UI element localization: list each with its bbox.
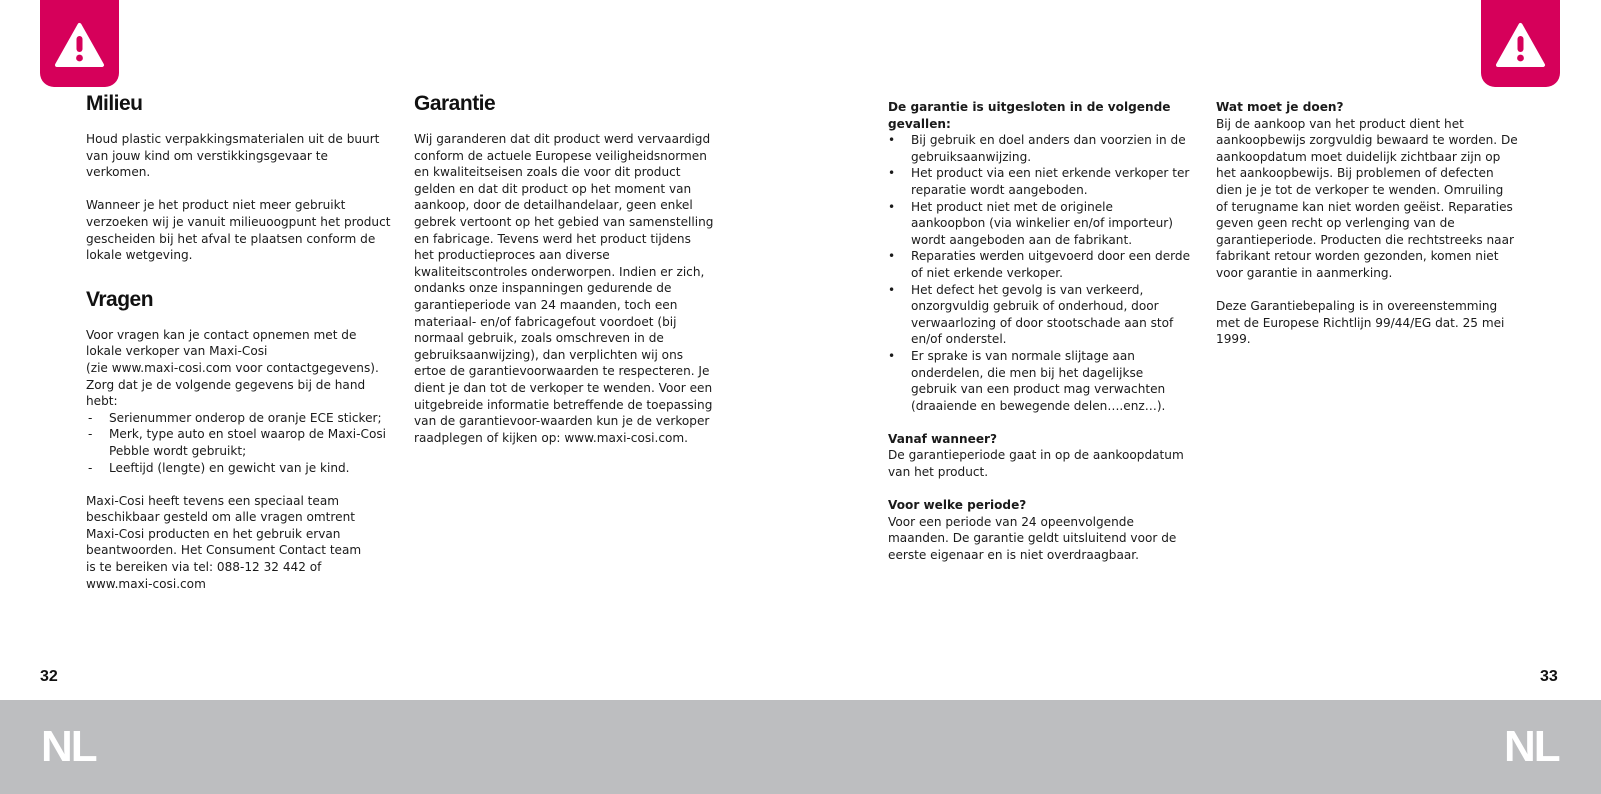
- doen-body: Bij de aankoop van het product dient het aankoopbewijs zorgvuldig bewaard te worden. De aankoopdatum moet duidelijk zichtbaar zijn op het aankoopbewijs. Bij problemen of defecten dien je je tot de verkoper te wenden. Omruiling of terugname kan niet worden geëist. Reparaties geven geen recht op verlenging van de garantieperiode. Producten die rechtstreeks naar fabrikant retour worden gezonden, komen niet voor garantie in aanmerking.: [1216, 116, 1518, 280]
- doen-paragraph-2: Deze Garantiebepaling is in overeenstemming met de Europese Richtlijn 99/44/EG dat. 25 mei 1999.: [1216, 299, 1505, 347]
- vragen-intro-3: Zorg dat je de volgende gegevens bij de hand hebt:: [86, 377, 366, 409]
- page-number-right: 33: [1540, 668, 1558, 685]
- garantie-heading: Garantie: [414, 92, 496, 115]
- vragen-heading: Vragen: [86, 287, 154, 311]
- column-uitgesloten: [888, 99, 1190, 564]
- list-item: - Merk, type auto en stoel waarop de Maxi-Cosi Pebble wordt gebruikt;: [86, 426, 391, 459]
- language-label-right: NL: [1504, 722, 1559, 771]
- list-item: • Bij gebruik en doel anders dan voorzien in de gebruiksaanwijzing.: [888, 132, 1190, 165]
- uitgesloten-list: [888, 132, 1190, 414]
- periode-body: Voor een periode van 24 opeenvolgende maanden. De garantie geldt uitsluitend voor de eerste eigenaar en is niet overdraagbaar.: [888, 514, 1177, 563]
- list-item: • Reparaties werden uitgevoerd door een derde of niet erkende verkoper.: [888, 248, 1190, 281]
- list-item: - Leeftijd (lengte) en gewicht van je kind.: [86, 460, 391, 477]
- footer-band: [0, 700, 1601, 794]
- garantie-body: Wij garanderen dat dit product werd vervaardigd conform de actuele Europese veiligheidsnormen en kwaliteitseisen zoals die voor dit product gelden en dat dit product op het moment van aankoop, door de detailhandelaar, geen enkel gebrek vertoont op het gebied van samenstelling en fabricage. Tevens werd het product tijdens het productieproces aan diverse kwaliteitscontroles onderworpen. Indien er zich, ondanks onze inspanningen gedurende de garantieperiode van 24 maanden, toch een materiaal- en/of fabricagefout voordoet (bij normaal gebruik, zoals omschreven in de gebruiksaanwijzing), dan verplichten wij ons ertoe de garantievoorwaarden te respecteren. Je dient je dan tot de verkoper te wenden. Voor een uitgebreide informatie betreffende de toepassing van de garantievoor-waarden kun je de verkoper raadplegen of kijken op: www.maxi-cosi.com.: [414, 132, 714, 445]
- list-item: • Het defect het gevolg is van verkeerd, onzorgvuldig gebruik of onderhoud, door verwaarlozing of door stootschade aan stof en/of onderstel.: [888, 282, 1190, 348]
- vragen-intro-1: Voor vragen kan je contact opnemen met de lokale verkoper van Maxi-Cosi: [86, 327, 357, 359]
- list-item: • Het product via een niet erkende verkoper ter reparatie wordt aangeboden.: [888, 165, 1190, 198]
- milieu-heading: Milieu: [86, 92, 143, 115]
- warning-triangle-icon: [1495, 22, 1546, 68]
- list-item: - Serienummer onderop de oranje ECE sticker;: [86, 410, 391, 427]
- page-number-left: 32: [40, 668, 58, 685]
- doen-heading: Wat moet je doen?: [1216, 100, 1344, 114]
- warning-triangle-icon: [54, 22, 105, 68]
- list-item: • Het product niet met de originele aankoopbon (via winkelier en/of importeur) wordt aangeboden aan de fabrikant.: [888, 199, 1190, 249]
- vragen-list: [86, 410, 391, 476]
- warning-tab-left: [40, 0, 119, 87]
- warning-tab-right: [1481, 0, 1560, 87]
- periode-heading: Voor welke periode?: [888, 498, 1027, 513]
- column-wat-moet-je-doen: [1216, 99, 1518, 348]
- vragen-team-paragraph: Maxi-Cosi heeft tevens een speciaal team beschikbaar gesteld om alle vragen omtrent Maxi-Cosi producten en het gebruik ervan beantwoorden. Het Consument Contact team is te bereiken via tel: 088-12 32 442 of www.maxi-cosi.com: [86, 493, 362, 591]
- language-label-left: NL: [41, 722, 96, 771]
- column-garantie: [414, 91, 714, 446]
- vanaf-heading: Vanaf wanneer?: [888, 431, 998, 446]
- vanaf-body: De garantieperiode gaat in op de aankoopdatum van het product.: [888, 448, 1184, 480]
- list-item: • Er sprake is van normale slijtage aan onderdelen, die men bij het dagelijkse gebruik van een product mag verwachten (draaiende en bewegende delen….enz…).: [888, 348, 1190, 414]
- column-milieu-vragen: [86, 91, 391, 592]
- vragen-intro-2: (zie www.maxi-cosi.com voor contactgegevens).: [86, 360, 379, 375]
- milieu-paragraph-1: Houd plastic verpakkingsmaterialen uit de buurt van jouw kind om verstikkingsgevaar te verkomen.: [86, 132, 380, 180]
- uitgesloten-heading: De garantie is uitgesloten in de volgende gevallen:: [888, 100, 1171, 131]
- milieu-paragraph-2: Wanneer je het product niet meer gebruikt verzoeken wij je vanuit milieuoogpunt het product gescheiden bij het afval te plaatsen conform de lokale wetgeving.: [86, 198, 391, 263]
